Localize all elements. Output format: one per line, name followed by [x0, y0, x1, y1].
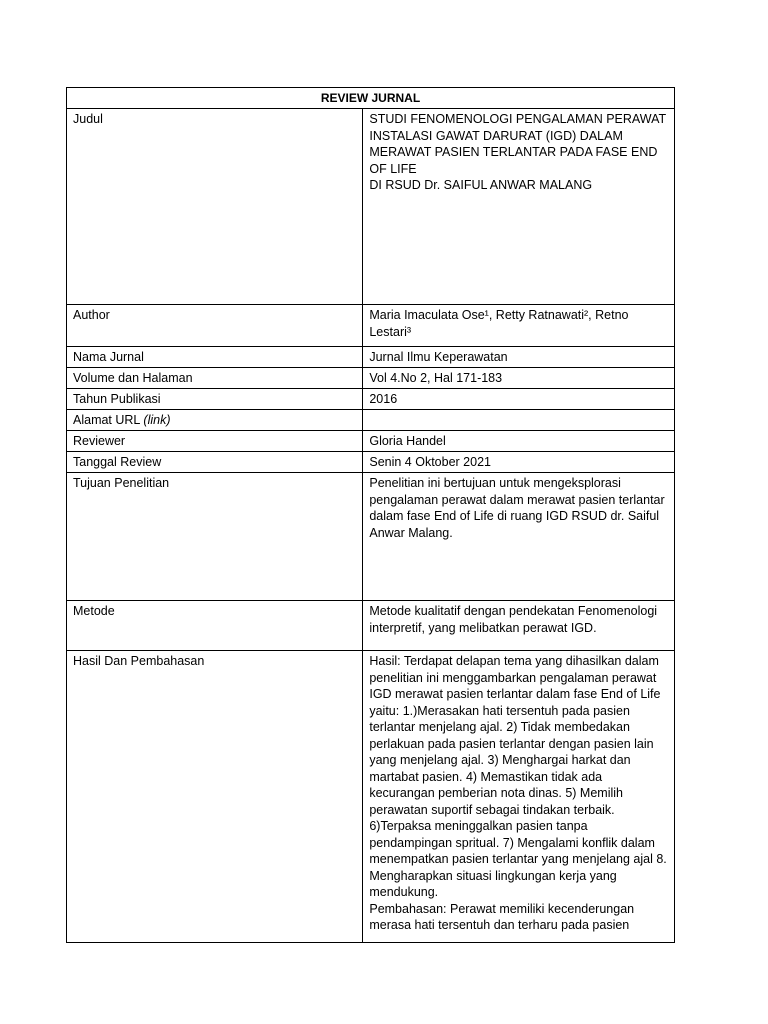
- table-row-volume: [67, 368, 675, 389]
- review-table: [66, 87, 675, 943]
- table-row-tujuan: [67, 473, 675, 601]
- table-header-row: [67, 88, 675, 109]
- table-row-reviewer: [67, 431, 675, 452]
- row-value-alamat-url: [363, 410, 675, 431]
- row-value-hasil: [363, 651, 675, 943]
- hasil-label: Hasil:: [369, 654, 401, 668]
- row-value-nama-jurnal: Jurnal Ilmu Keperawatan: [363, 347, 675, 368]
- row-value-tujuan: Penelitian ini bertujuan untuk mengeksplorasi pengalaman perawat dalam merawat pasien terlantar dalam fase End of Life di ruang IGD RSUD dr. Saiful Anwar Malang.: [363, 473, 675, 601]
- row-label-reviewer: Reviewer: [67, 431, 363, 452]
- row-value-volume: Vol 4.No 2, Hal 171-183: [363, 368, 675, 389]
- table-row-nama-jurnal: [67, 347, 675, 368]
- row-label-tahun: Tahun Publikasi: [67, 389, 363, 410]
- table-row-hasil: [67, 651, 675, 943]
- table-row-metode: [67, 601, 675, 651]
- document-title: REVIEW JURNAL: [67, 88, 675, 109]
- row-label-volume: Volume dan Halaman: [67, 368, 363, 389]
- table-row-alamat-url: [67, 410, 675, 431]
- table-row-tahun: [67, 389, 675, 410]
- pembahasan-text: Perawat memiliki kecenderungan merasa hati tersentuh dan terharu pada pasien: [369, 901, 635, 932]
- row-label-tanggal-review: Tanggal Review: [67, 452, 363, 473]
- row-value-tahun: 2016: [363, 389, 675, 410]
- table-row-tanggal-review: [67, 452, 675, 473]
- row-label-alamat-url: [67, 410, 363, 431]
- row-label-judul: Judul: [67, 109, 363, 305]
- row-label-nama-jurnal: Nama Jurnal: [67, 347, 363, 368]
- row-value-tanggal-review: Senin 4 Oktober 2021: [363, 452, 675, 473]
- row-value-judul: STUDI FENOMENOLOGI PENGALAMAN PERAWAT INSTALASI GAWAT DARURAT (IGD) DALAM MERAWAT PASIEN TERLANTAR PADA FASE END OF LIFE DI RSUD Dr. SAIFUL ANWAR MALANG: [363, 109, 675, 305]
- row-label-metode: Metode: [67, 601, 363, 651]
- hasil-text: Terdapat delapan tema yang dihasilkan dalam penelitian ini menggambarkan pengalaman perawat IGD merawat pasien terlantar dalam fase End of Life yaitu: 1.)Merasakan hati tersentuh pada pasien terlantar menjelang ajal. 2) Tidak membedakan perlakuan pada pasien terlantar dengan pasien lain yang menjelang ajal. 3) Menghargai harkat dan martabat pasien. 4) Memastikan tidak ada kecurangan pemberian nota dinas. 5) Memilih perawatan suportif sebagai tindakan terbaik. 6)Terpaksa meninggalkan pasien tanpa pendampingan spritual. 7) Mengalami konflik dalam menempatkan pasien terlantar yang menjelang ajal 8. Mengharapkan situasi lingkungan kerja yang mendukung.: [369, 654, 667, 899]
- row-label-tujuan: Tujuan Penelitian: [67, 473, 363, 601]
- row-value-reviewer: Gloria Handel: [363, 431, 675, 452]
- row-label-author: Author: [67, 305, 363, 347]
- table-row-judul: [67, 109, 675, 305]
- row-label-hasil: Hasil Dan Pembahasan: [67, 651, 363, 943]
- row-value-metode: Metode kualitatif dengan pendekatan Fenomenologi interpretif, yang melibatkan perawat IGD.: [363, 601, 675, 651]
- pembahasan-label: Pembahasan:: [369, 901, 447, 916]
- table-row-author: [67, 305, 675, 347]
- row-value-author: Maria Imaculata Ose¹, Retty Ratnawati², Retno Lestari³: [363, 305, 675, 347]
- alamat-url-label: Alamat URL: [73, 413, 140, 427]
- alamat-url-link-note: (link): [143, 413, 171, 427]
